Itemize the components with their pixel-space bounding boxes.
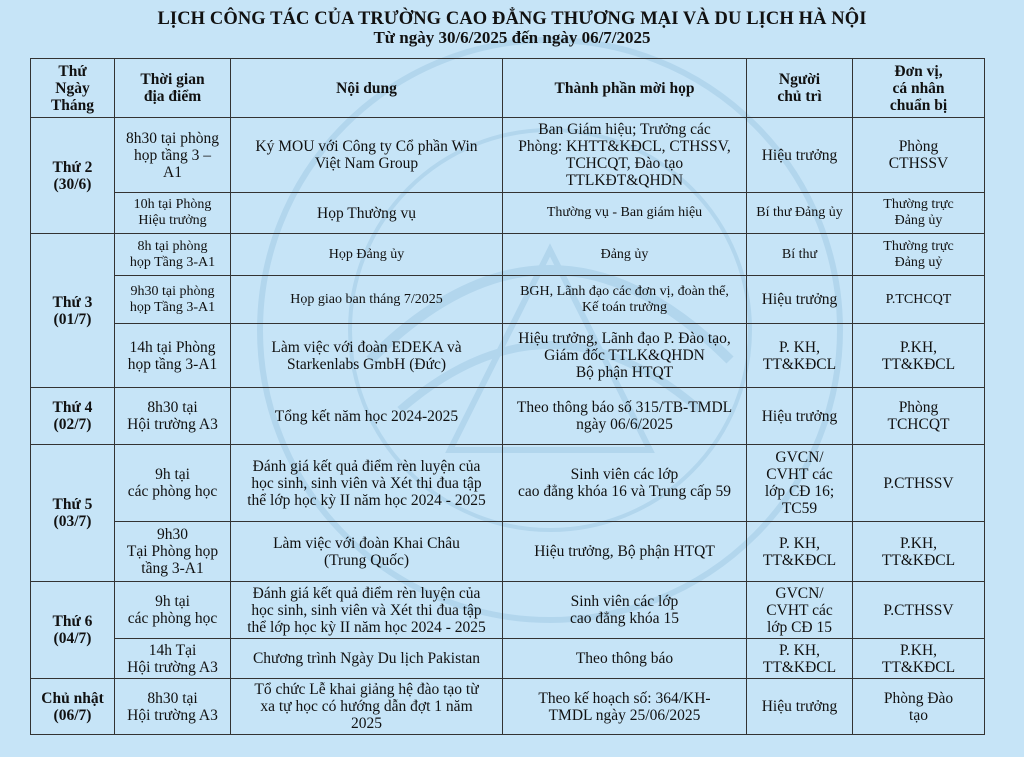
time-cell bbox=[115, 445, 231, 522]
prep-cell bbox=[853, 388, 985, 445]
chair-cell-line: TC59 bbox=[781, 500, 818, 517]
chair-cell-line: Hiệu trưởng bbox=[761, 146, 838, 164]
prep-cell bbox=[853, 118, 985, 193]
content-cell-line: thể lớp học kỳ II năm học 2024 - 2025 bbox=[247, 618, 486, 636]
schedule-header bbox=[0, 10, 1024, 46]
day-cell-line: Chủ nhật bbox=[41, 689, 104, 707]
content-cell-line: Đánh giá kết quả điểm rèn luyện của bbox=[252, 584, 481, 602]
content-cell-line: (Trung Quốc) bbox=[323, 551, 410, 569]
content-cell-line: Đánh giá kết quả điểm rèn luyện của bbox=[252, 457, 481, 475]
chair-cell-line: TT&KĐCL bbox=[762, 355, 837, 373]
content-cell-line: Chương trình Ngày Du lịch Pakistan bbox=[252, 650, 481, 667]
time-cell-line: Hội trường A3 bbox=[127, 416, 218, 433]
prep-cell-line: TT&KĐCL bbox=[881, 551, 956, 569]
prep-cell bbox=[853, 639, 985, 679]
attendees-cell-line: Kế toán trưởng bbox=[582, 299, 667, 315]
chair-cell-line: GVCN/ bbox=[775, 449, 824, 466]
prep-cell-line: Đảng ủy bbox=[894, 213, 943, 228]
content-cell-line: học sinh, sinh viên và Xét thi đua tập bbox=[251, 474, 482, 492]
day-cell-line: (06/7) bbox=[53, 706, 92, 724]
content-cell-line: Việt Nam Group bbox=[314, 155, 419, 172]
time-cell bbox=[115, 234, 231, 276]
schedule-title: LỊCH CÔNG TÁC CỦA TRƯỜNG CAO ĐẲNG THƯƠNG MẠI VÀ DU LỊCH HÀ NỘI bbox=[157, 9, 867, 29]
attendees-cell-line: Bộ phận HTQT bbox=[575, 364, 674, 381]
prep-cell bbox=[853, 582, 985, 639]
content-cell bbox=[231, 276, 503, 324]
prep-cell-line: P.CTHSSV bbox=[883, 601, 954, 619]
day-cell-line: Thứ 2 bbox=[52, 158, 93, 176]
content-cell-line: học sinh, sinh viên và Xét thi đua tập bbox=[251, 601, 482, 619]
header-time bbox=[115, 59, 231, 118]
time-cell-line: 8h30 tại phòng bbox=[126, 129, 219, 147]
attendees-cell-line: Ban Giám hiệu; Trưởng các bbox=[538, 121, 711, 138]
chair-cell bbox=[747, 118, 853, 193]
attendees-cell-line: TMDL ngày 25/06/2025 bbox=[548, 706, 701, 724]
chair-cell-line: Hiệu trưởng bbox=[761, 291, 838, 308]
time-cell-line: 9h tại bbox=[155, 466, 190, 483]
time-cell-line: Hội trường A3 bbox=[127, 658, 218, 676]
day-cell bbox=[31, 388, 115, 445]
chair-cell bbox=[747, 324, 853, 388]
attendees-cell bbox=[503, 324, 747, 388]
prep-cell bbox=[853, 234, 985, 276]
attendees-cell-line: BGH, Lãnh đạo các đơn vị, đoàn thể, bbox=[520, 283, 729, 299]
content-cell-line: Họp Thường vụ bbox=[317, 204, 416, 222]
prep-cell-line: Phòng bbox=[898, 399, 939, 416]
prep-cell-line: TCHCQT bbox=[887, 416, 950, 433]
chair-cell-line: Bí thư bbox=[781, 246, 818, 262]
table-row bbox=[31, 639, 985, 679]
prep-cell bbox=[853, 445, 985, 522]
prep-cell-line: P.TCHCQT bbox=[885, 291, 952, 307]
chair-cell-line: Hiệu trưởng bbox=[761, 698, 838, 715]
attendees-cell-line: Sinh viên các lớp bbox=[570, 466, 679, 483]
time-cell bbox=[115, 388, 231, 445]
header-chair-line: chủ trì bbox=[777, 88, 822, 105]
content-cell bbox=[231, 582, 503, 639]
attendees-cell-line: ngày 06/6/2025 bbox=[576, 416, 673, 433]
prep-cell-line: Phòng Đào bbox=[883, 689, 954, 707]
table-row bbox=[31, 276, 985, 324]
header-row bbox=[31, 59, 985, 118]
chair-cell bbox=[747, 388, 853, 445]
attendees-cell bbox=[503, 522, 747, 582]
attendees-cell-line: Phòng: KHTT&KĐCL, CTHSSV, bbox=[518, 138, 731, 155]
day-cell-line: (04/7) bbox=[53, 630, 92, 647]
content-cell bbox=[231, 388, 503, 445]
prep-cell-line: tạo bbox=[909, 706, 928, 724]
time-cell bbox=[115, 679, 231, 735]
attendees-cell-line: Sinh viên các lớp bbox=[570, 593, 679, 610]
chair-cell bbox=[747, 522, 853, 582]
schedule-table bbox=[30, 58, 985, 735]
time-cell-line: họp Tầng 3-A1 bbox=[129, 254, 216, 270]
attendees-cell bbox=[503, 118, 747, 193]
content-cell-line: Làm việc với đoàn EDEKA và bbox=[271, 338, 462, 356]
day-cell-line: (01/7) bbox=[53, 310, 92, 328]
table-row bbox=[31, 324, 985, 388]
time-cell-line: tầng 3-A1 bbox=[141, 560, 204, 577]
time-cell bbox=[115, 118, 231, 193]
attendees-cell-line: Theo kế hoạch số: 364/KH- bbox=[538, 689, 711, 707]
time-cell-line: 10h tại Phòng bbox=[133, 197, 212, 212]
day-cell-line: (02/7) bbox=[53, 416, 92, 433]
attendees-cell-line: Thường vụ - Ban giám hiệu bbox=[546, 205, 703, 220]
time-cell bbox=[115, 193, 231, 234]
content-cell bbox=[231, 445, 503, 522]
time-cell-line: 8h30 tại bbox=[147, 689, 198, 707]
chair-cell-line: P. KH, bbox=[779, 534, 820, 552]
prep-cell-line: P.KH, bbox=[899, 641, 938, 659]
content-cell bbox=[231, 639, 503, 679]
day-cell bbox=[31, 445, 115, 582]
prep-cell bbox=[853, 193, 985, 234]
time-cell bbox=[115, 276, 231, 324]
time-cell-line: họp Tầng 3-A1 bbox=[129, 299, 216, 315]
attendees-cell bbox=[503, 276, 747, 324]
attendees-cell-line: Hiệu trưởng, Lãnh đạo P. Đào tạo, bbox=[518, 330, 731, 347]
chair-cell-line: TT&KĐCL bbox=[762, 551, 837, 569]
content-cell-line: Làm việc với đoàn Khai Châu bbox=[273, 534, 460, 552]
attendees-cell bbox=[503, 582, 747, 639]
day-cell-line: (03/7) bbox=[53, 513, 92, 530]
table-row bbox=[31, 118, 985, 193]
time-cell-line: Hiệu trưởng bbox=[138, 213, 207, 228]
chair-cell bbox=[747, 276, 853, 324]
chair-cell-line: CVHT các bbox=[766, 466, 833, 483]
table-row bbox=[31, 522, 985, 582]
chair-cell bbox=[747, 679, 853, 735]
time-cell-line: A1 bbox=[163, 163, 182, 181]
chair-cell-line: P. KH, bbox=[779, 338, 820, 356]
prep-cell bbox=[853, 679, 985, 735]
prep-cell-line: P.CTHSSV bbox=[883, 474, 954, 492]
header-chair-line: Người bbox=[778, 71, 821, 88]
attendees-cell-line: cao đẳng khóa 16 và Trung cấp 59 bbox=[517, 483, 732, 500]
chair-cell-line: GVCN/ bbox=[775, 584, 824, 602]
attendees-cell bbox=[503, 193, 747, 234]
header-chair bbox=[747, 59, 853, 118]
time-cell-line: 8h tại phòng bbox=[137, 238, 208, 254]
header-day-line: Tháng bbox=[50, 96, 95, 114]
attendees-cell bbox=[503, 679, 747, 735]
content-cell bbox=[231, 118, 503, 193]
prep-cell-line: P.KH, bbox=[899, 338, 938, 356]
content-cell bbox=[231, 193, 503, 234]
header-prep-line: chuẩn bị bbox=[889, 96, 948, 114]
attendees-cell-line: TCHCQT, Đào tạo bbox=[565, 155, 684, 172]
prep-cell-line: TT&KĐCL bbox=[881, 355, 956, 373]
chair-cell bbox=[747, 639, 853, 679]
header-prep-line: cá nhân bbox=[892, 79, 945, 97]
chair-cell-line: Bí thư Đảng ủy bbox=[756, 205, 843, 220]
time-cell bbox=[115, 522, 231, 582]
prep-cell-line: Thường trực bbox=[883, 197, 954, 212]
header-day-line: Ngày bbox=[55, 79, 90, 97]
time-cell-line: họp tầng 3-A1 bbox=[127, 355, 218, 373]
attendees-cell-line: cao đẳng khóa 15 bbox=[570, 610, 679, 627]
chair-cell-line: lớp CĐ 15 bbox=[766, 618, 833, 636]
table-row bbox=[31, 582, 985, 639]
day-cell-line: Thứ 5 bbox=[52, 496, 93, 513]
schedule-body bbox=[31, 118, 985, 735]
content-cell-line: 2025 bbox=[351, 715, 382, 732]
time-cell-line: Hội trường A3 bbox=[127, 706, 218, 724]
header-day-line: Thứ bbox=[58, 62, 87, 80]
prep-cell-line: CTHSSV bbox=[888, 155, 949, 172]
day-cell-line: Thứ 4 bbox=[52, 399, 93, 416]
table-row bbox=[31, 679, 985, 735]
table-row bbox=[31, 445, 985, 522]
time-cell bbox=[115, 324, 231, 388]
header-content: Nội dung bbox=[231, 59, 503, 118]
chair-cell bbox=[747, 234, 853, 276]
time-cell bbox=[115, 639, 231, 679]
header-time-line: Thời gian bbox=[140, 71, 205, 88]
time-cell-line: Tại Phòng họp bbox=[126, 543, 219, 560]
time-cell-line: 14h tại Phòng bbox=[129, 338, 216, 356]
content-cell-line: xa tự học có hướng dẫn đợt 1 năm bbox=[260, 698, 473, 715]
header-prep-line: Đơn vị, bbox=[894, 62, 943, 80]
header-day bbox=[31, 59, 115, 118]
attendees-cell-line: Theo thông báo bbox=[575, 650, 674, 667]
attendees-cell-line: Hiệu trưởng, Bộ phận HTQT bbox=[534, 543, 715, 560]
attendees-cell bbox=[503, 234, 747, 276]
day-cell-line: Thứ 3 bbox=[52, 293, 93, 311]
day-cell-line: Thứ 6 bbox=[52, 613, 93, 630]
attendees-cell bbox=[503, 388, 747, 445]
schedule-date-range: Từ ngày 30/6/2025 đến ngày 06/7/2025 bbox=[373, 28, 651, 47]
content-cell-line: thể lớp học kỳ II năm học 2024 - 2025 bbox=[247, 491, 486, 509]
chair-cell-line: CVHT các bbox=[766, 601, 833, 619]
time-cell-line: 9h tại bbox=[155, 593, 190, 610]
table-row bbox=[31, 234, 985, 276]
chair-cell bbox=[747, 445, 853, 522]
attendees-cell-line: Đảng ủy bbox=[600, 246, 649, 262]
time-cell-line: 14h Tại bbox=[148, 641, 197, 659]
attendees-cell bbox=[503, 445, 747, 522]
day-cell bbox=[31, 118, 115, 234]
content-cell bbox=[231, 324, 503, 388]
time-cell-line: các phòng học bbox=[127, 610, 218, 627]
prep-cell bbox=[853, 522, 985, 582]
chair-cell-line: P. KH, bbox=[779, 641, 820, 659]
attendees-cell bbox=[503, 639, 747, 679]
attendees-cell-line: Theo thông báo số 315/TB-TMDL bbox=[516, 399, 733, 416]
chair-cell-line: TT&KĐCL bbox=[762, 658, 837, 676]
chair-cell-line: lớp CĐ 16; bbox=[764, 483, 835, 500]
prep-cell-line: Đảng uỷ bbox=[894, 254, 943, 270]
content-cell-line: Họp giao ban tháng 7/2025 bbox=[290, 291, 443, 307]
day-cell bbox=[31, 679, 115, 735]
header-time-line: địa điểm bbox=[143, 88, 202, 105]
time-cell-line: họp tầng 3 – bbox=[133, 146, 212, 164]
chair-cell bbox=[747, 582, 853, 639]
chair-cell-line: Hiệu trưởng bbox=[761, 407, 838, 425]
table-row bbox=[31, 388, 985, 445]
content-cell-line: Họp Đảng ủy bbox=[328, 246, 405, 262]
day-cell bbox=[31, 582, 115, 679]
time-cell-line: 9h30 bbox=[157, 526, 188, 543]
content-cell bbox=[231, 522, 503, 582]
chair-cell bbox=[747, 193, 853, 234]
prep-cell-line: Phòng bbox=[898, 138, 939, 155]
content-cell-line: Tổ chức Lễ khai giảng hệ đào tạo từ bbox=[254, 681, 479, 698]
prep-cell bbox=[853, 276, 985, 324]
content-cell-line: Ký MOU với Công ty Cổ phần Win bbox=[255, 138, 478, 155]
prep-cell-line: Thường trực bbox=[883, 238, 954, 254]
time-cell bbox=[115, 582, 231, 639]
content-cell-line: Tổng kết năm học 2024-2025 bbox=[274, 407, 459, 425]
table-row bbox=[31, 193, 985, 234]
prep-cell bbox=[853, 324, 985, 388]
day-cell bbox=[31, 234, 115, 388]
header-attendees: Thành phần mời họp bbox=[503, 59, 747, 118]
prep-cell-line: P.KH, bbox=[899, 534, 938, 552]
time-cell-line: 8h30 tại bbox=[147, 399, 198, 416]
prep-cell-line: TT&KĐCL bbox=[881, 658, 956, 676]
time-cell-line: các phòng học bbox=[127, 483, 218, 500]
header-prep bbox=[853, 59, 985, 118]
content-cell bbox=[231, 234, 503, 276]
time-cell-line: 9h30 tại phòng bbox=[130, 283, 215, 299]
content-cell bbox=[231, 679, 503, 735]
attendees-cell-line: TTLKĐT&QHDN bbox=[565, 172, 684, 189]
day-cell-line: (30/6) bbox=[53, 175, 92, 193]
content-cell-line: Starkenlabs GmbH (Đức) bbox=[286, 355, 447, 373]
attendees-cell-line: Giám đốc TTLK&QHDN bbox=[544, 347, 705, 364]
